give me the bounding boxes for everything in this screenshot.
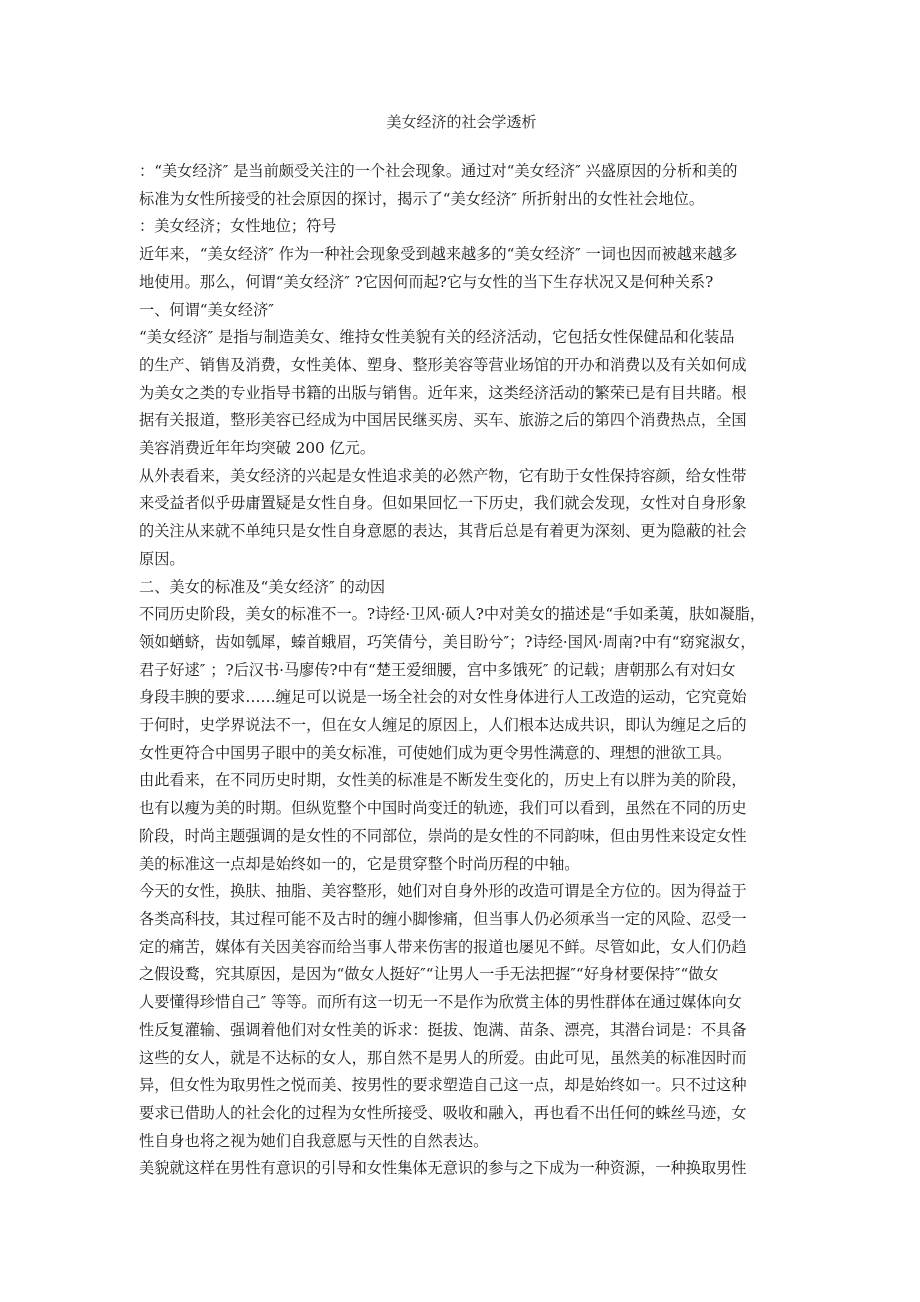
section-heading-2: 二、美女的标准及“美女经济″ 的动因	[139, 577, 386, 596]
body-paragraph: “美女经济″ 是指与制造美女、维持女性美貌有关的经济活动，它包括女性保健品和化装品 的生产、销售及消费，女性美体、塑身、整形美容等营业场馆的开办和消费以及有关如何成 为美女之类的专业指导书籍的出版与销售。近年来，这类经济活动的繁荣已是有目共睹。根 据有关报道，整形美容已经成为中国居民继买房、买车、旅游之后的第四个消费热点，全国 美容消费近年年均突破 200 亿元。	[139, 328, 747, 458]
body-paragraph: 美貌就这样在男性有意识的引导和女性集体无意识的参与之下成为一种资源，一种换取男性	[139, 1159, 747, 1178]
body-paragraph: 今天的女性，换肤、抽脂、美容整形，她们对自身外形的改造可谓是全方位的。因为得益于 各类高科技，其过程可能不及古时的缠小脚惨痛，但当事人仍必须承当一定的风险、忍受一 定的痛苦，媒体有关因美容而给当事人带来伤害的报道也屡见不鲜。尽管如此，女人们仍趋 之假设鹜，究其原因，是因为“做女人挺好″“让男人一手无法把握″“好身材要保持″“做女 人要懂得珍惜自己″ 等等。而所有这一切无一不是作为欣赏主体的男性群体在通过媒体向女 性反复灌输、强调着他们对女性美的诉求：挺拔、饱满、苗条、漂亮，其潜台词是：不具备 这些的女人，就是不达标的女人，那自然不是男人的所爱。由此可见，虽然美的标准因时而 异，但女性为取男性之悦而美、按男性的要求塑造自己这一点，却是始终如一。只不过这种 要求已借助人的社会化的过程为女性所接受、吸收和融入，再也看不出任何的蛛丝马迹，女 性自身也将之视为她们自我意愿与天性的自然表达。	[139, 882, 747, 1150]
abstract-paragraph: ：“美女经济″ 是当前颇受关注的一个社会现象。通过对“美女经济″ 兴盛原因的分析和美的 标准为女性所接受的社会原因的探讨，揭示了“美女经济″ 所折射出的女性社会地位。	[139, 162, 738, 208]
section-heading-1: 一、何谓“美女经济″	[139, 300, 274, 319]
body-paragraph: 从外表看来，美女经济的兴起是女性追求美的必然产物，它有助于女性保持容颜，给女性带 来受益者似乎毋庸置疑是女性自身。但如果回忆一下历史，我们就会发现，女性对自身形象 的关注从来就不单纯只是女性自身意愿的表达，其背后总是有着更为深刻、更为隐蔽的社会 原因。	[139, 466, 747, 568]
document-title: 美女经济的社会学透析	[386, 113, 537, 131]
body-paragraph: 由此看来，在不同历史时期，女性美的标准是不断发生变化的，历史上有以胖为美的阶段， 也有以瘦为美的时期。但纵览整个中国时尚变迁的轨迹，我们可以看到，虽然在不同的历史 阶段，时尚主题强调的是女性的不同部位，崇尚的是女性的不同韵味，但由男性来设定女性 美的标准这一点却是始终如一的，它是贯穿整个时尚历程的中轴。	[139, 771, 747, 873]
intro-paragraph: 近年来，“美女经济″ 作为一种社会现象受到越来越多的“美女经济″ 一词也因而被越来越多 地使用。那么，何谓“美女经济″ ?它因何而起?它与女性的当下生存状况又是何种关系?	[139, 245, 738, 291]
keywords-line: ：美女经济；女性地位；符号	[139, 217, 337, 236]
document-page	[139, 112, 784, 1183]
body-paragraph: 不同历史阶段，美女的标准不一。?诗经·卫风·硕人?中对美女的描述是“手如柔荑，肤如凝脂， 领如蝤蛴，齿如瓠犀，螓首蛾眉，巧笑倩兮，美目盼兮″；?诗经·国风·周南?中有“窈窕淑女， 君子好逑″ ；?后汉书·马廖传?中有“楚王爱细腰，宫中多饿死″ 的记载；唐朝那么有对妇女 身段丰腴的要求……缠足可以说是一场全社会的对女性身体进行人工改造的运动，它究竟始 于何时，史学界说法不一，但在女人缠足的原因上，人们根本达成共识，即认为缠足之后的 女性更符合中国男子眼中的美女标准，可使她们成为更令男性满意的、理想的泄欲工具。	[139, 605, 766, 762]
